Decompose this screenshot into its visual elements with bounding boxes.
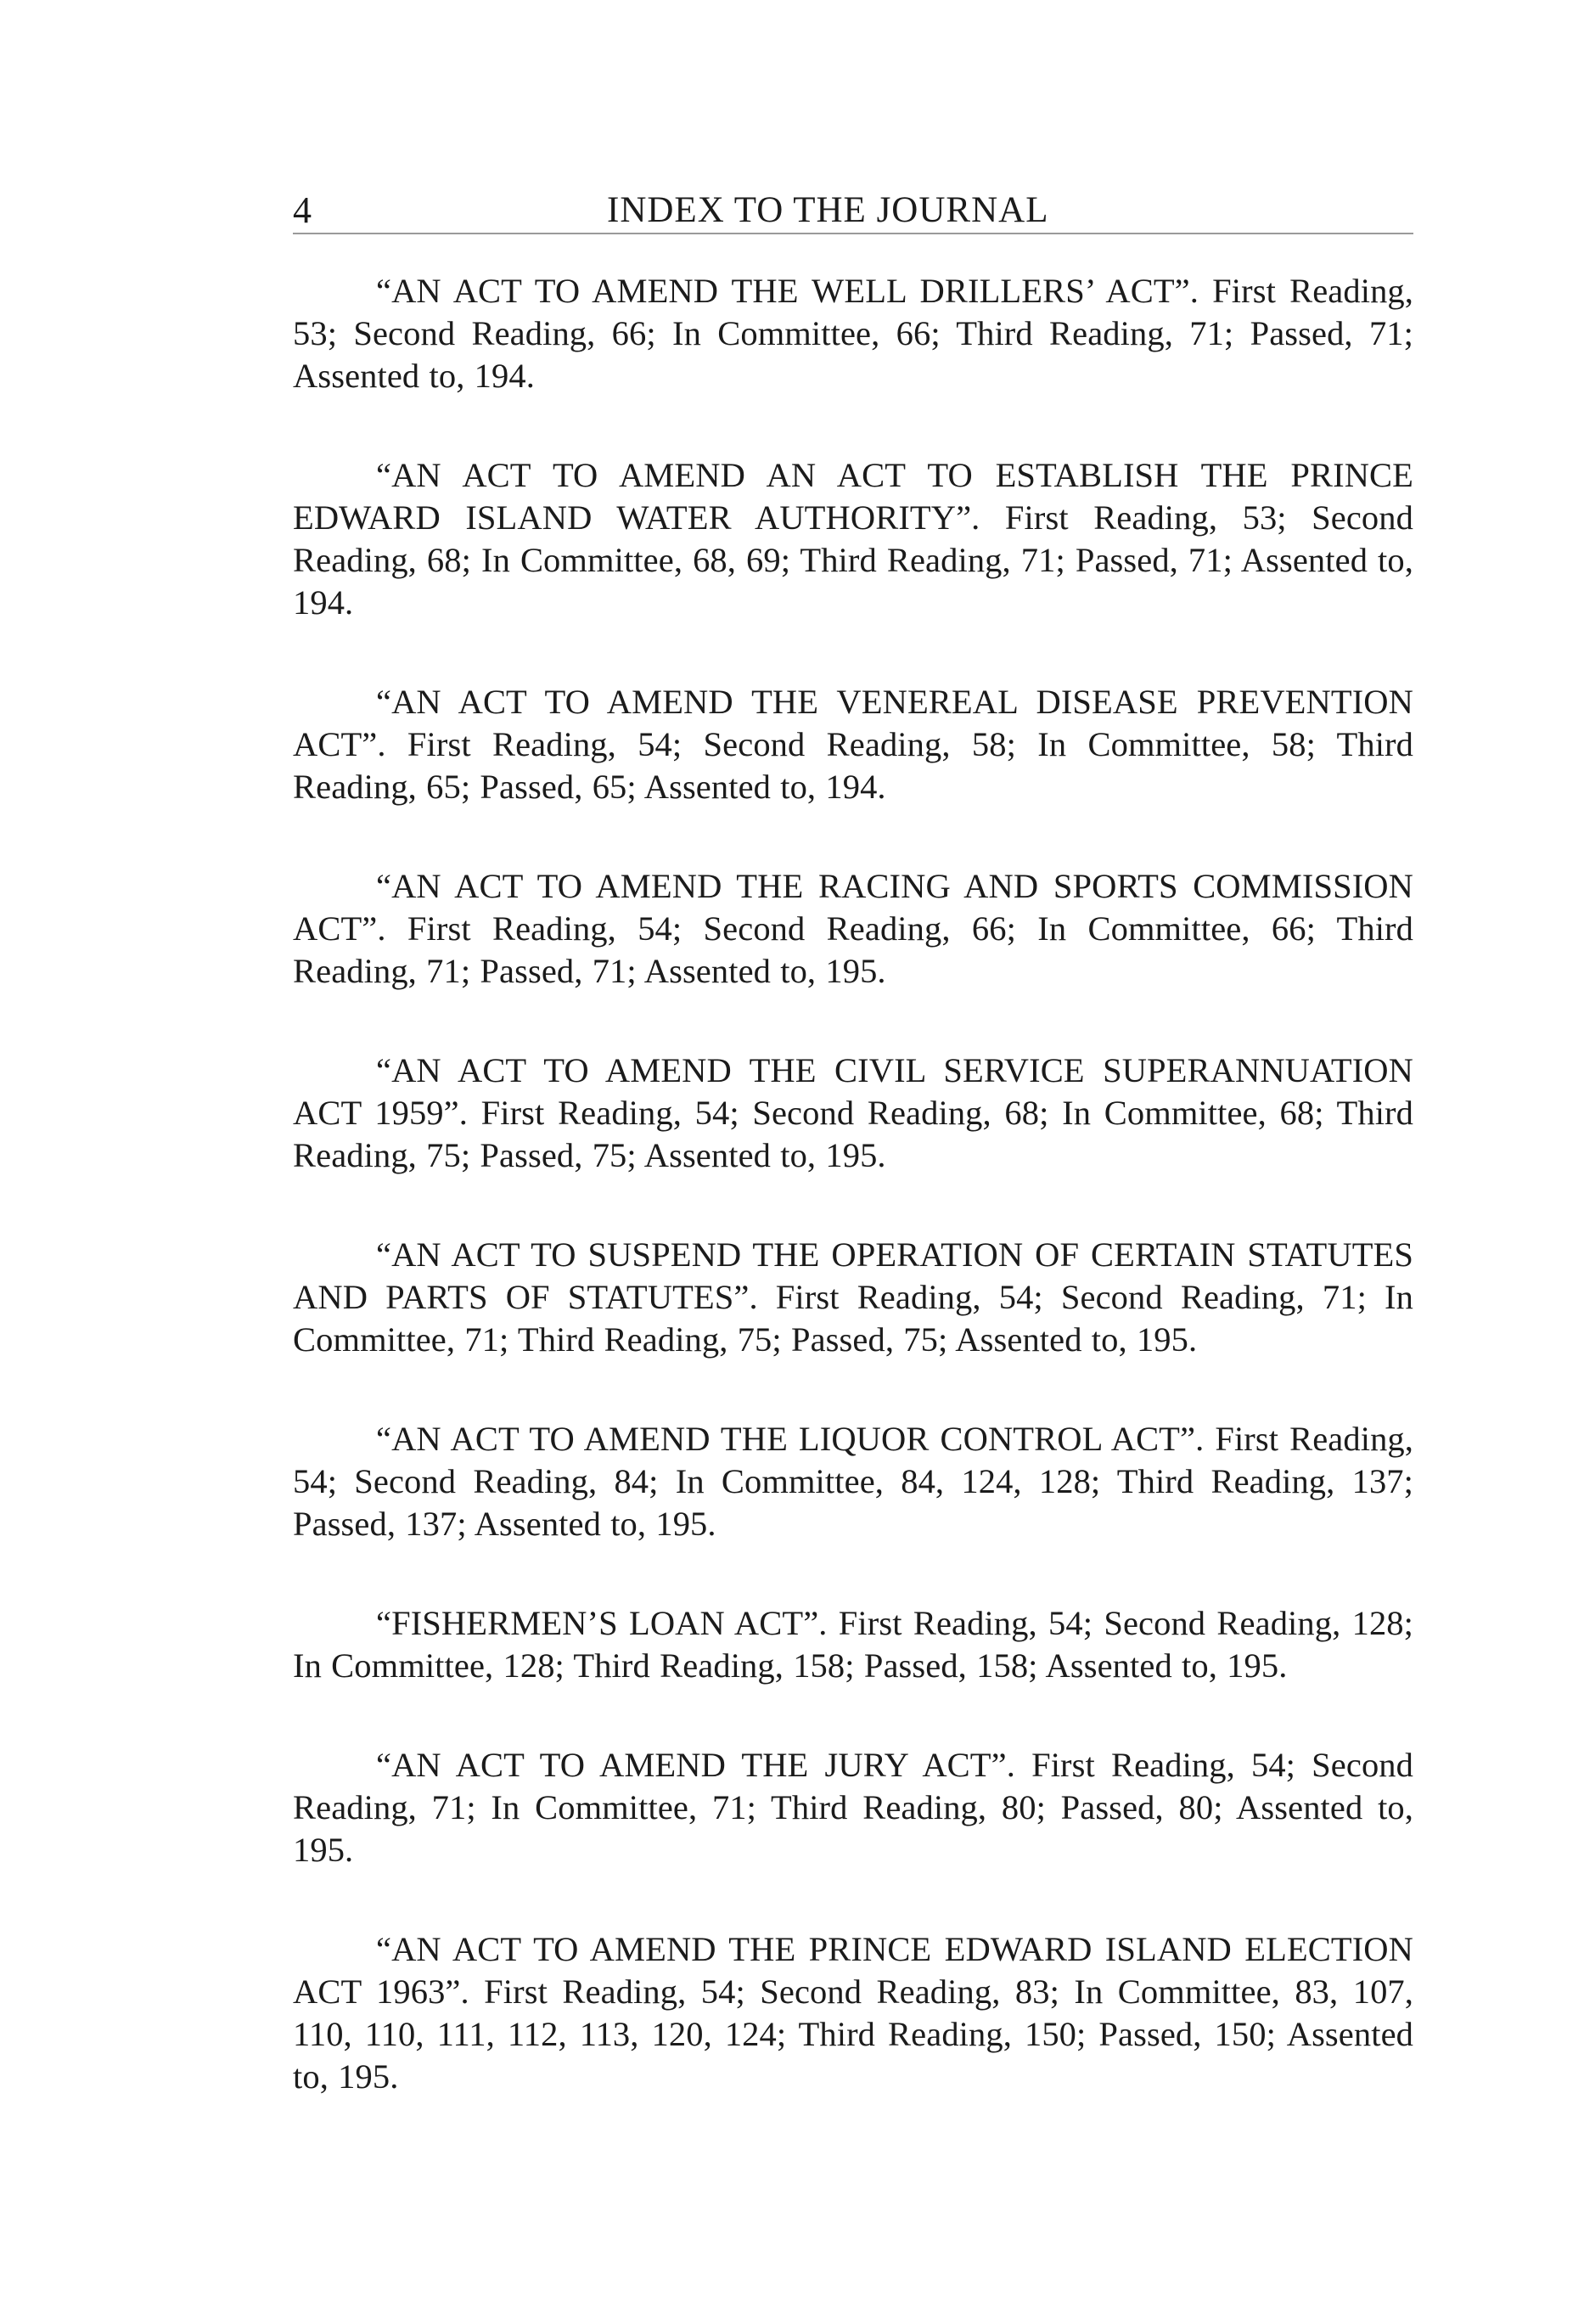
index-entry: “FISHERMEN’S LOAN ACT”. First Reading, 54; Second Reading, 128; In Committee, 128; Third Reading, 158; Passed, 158; Assented to, 195. — [293, 1604, 1413, 1685]
page-header — [293, 189, 1413, 239]
index-entry: “AN ACT TO AMEND THE WELL DRILLERS’ ACT”. First Reading, 53; Second Reading, 66; In Committee, 66; Third Reading, 71; Passed, 71; Assented to, 194. — [293, 272, 1413, 395]
index-entry: “AN ACT TO AMEND THE VENEREAL DISEASE PREVENTION ACT”. First Reading, 54; Second Reading, 58; In Committee, 58; Third Reading, 65; Passed, 65; Assented to, 194. — [293, 683, 1413, 806]
running-title: INDEX TO THE JOURNAL — [607, 190, 1049, 230]
page-number: 4 — [293, 189, 312, 231]
index-entry: “AN ACT TO AMEND THE CIVIL SERVICE SUPERANNUATION ACT 1959”. First Reading, 54; Second Reading, 68; In Committee, 68; Third Reading, 75; Passed, 75; Assented to, 195. — [293, 1051, 1413, 1174]
index-entries — [293, 270, 1413, 2098]
header-rule — [293, 233, 1413, 234]
index-entry: “AN ACT TO AMEND THE JURY ACT”. First Reading, 54; Second Reading, 71; In Committee, 71; Third Reading, 80; Passed, 80; Assented to, 195. — [293, 1746, 1413, 1869]
index-entry: “AN ACT TO AMEND THE LIQUOR CONTROL ACT”. First Reading, 54; Second Reading, 84; In Committee, 84, 124, 128; Third Reading, 137; Passed, 137; Assented to, 195. — [293, 1420, 1413, 1543]
index-entry: “AN ACT TO AMEND AN ACT TO ESTABLISH THE PRINCE EDWARD ISLAND WATER AUTHORITY”. First Reading, 53; Second Reading, 68; In Committee, 68, 69; Third Reading, 71; Passed, 71; Assented to, 194. — [293, 456, 1413, 622]
index-entry: “AN ACT TO AMEND THE RACING AND SPORTS COMMISSION ACT”. First Reading, 54; Second Reading, 66; In Committee, 66; Third Reading, 71; Passed, 71; Assented to, 195. — [293, 867, 1413, 990]
index-entry: “AN ACT TO AMEND THE PRINCE EDWARD ISLAND ELECTION ACT 1963”. First Reading, 54; Second Reading, 83; In Committee, 83, 107, 110, 110, 111, 112, 113, 120, 124; Third Reading, 150; Passed, 150; Assented to, 195. — [293, 1930, 1413, 2096]
index-entry: “AN ACT TO SUSPEND THE OPERATION OF CERTAIN STATUTES AND PARTS OF STATUTES”. First Reading, 54; Second Reading, 71; In Committee, 71; Third Reading, 75; Passed, 75; Assented to, 195. — [293, 1235, 1413, 1359]
